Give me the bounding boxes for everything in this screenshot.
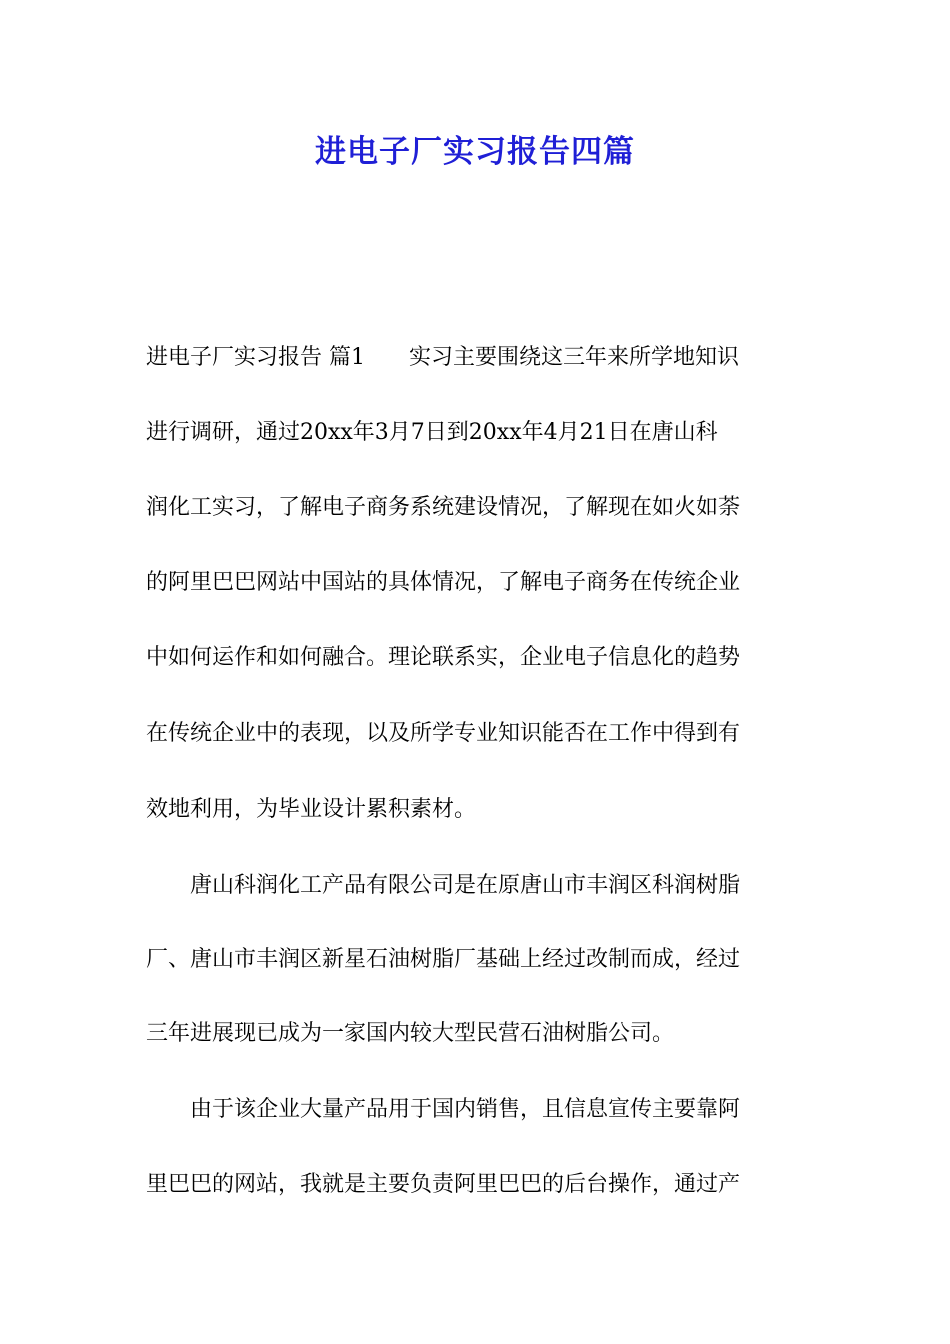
paragraph-line: 的阿里巴巴网站中国站的具体情况，了解电子商务在传统企业 [146, 570, 741, 595]
paragraph-line: 效地利用，为毕业设计累积素材。 [146, 797, 477, 822]
paragraph-line: 中如何运作和如何融合。理论联系实，企业电子信息化的趋势 [146, 645, 741, 670]
document-title: 进电子厂实习报告四篇 [315, 134, 635, 170]
paragraph-line: 里巴巴的网站，我就是主要负责阿里巴巴的后台操作，通过产 [146, 1172, 741, 1197]
paragraph-line: 唐山科润化工产品有限公司是在原唐山市丰润区科润树脂 [146, 873, 741, 898]
paragraph-line: 润化工实习，了解电子商务系统建设情况，了解现在如火如荼 [146, 495, 741, 520]
paragraph-line: 由于该企业大量产品用于国内销售，且信息宣传主要靠阿 [146, 1097, 741, 1122]
paragraph-line: 在传统企业中的表现，以及所学专业知识能否在工作中得到有 [146, 721, 741, 746]
paragraph-line: 三年进展现已成为一家国内较大型民营石油树脂公司。 [146, 1021, 675, 1046]
paragraph-line: 厂、唐山市丰润区新星石油树脂厂基础上经过改制而成，经过 [146, 947, 741, 972]
paragraph-line: 进电子厂实习报告 篇1 实习主要围绕这三年来所学地知识 [146, 345, 739, 370]
paragraph-line: 进行调研，通过20xx年3月7日到20xx年4月21日在唐山科 [146, 420, 718, 445]
